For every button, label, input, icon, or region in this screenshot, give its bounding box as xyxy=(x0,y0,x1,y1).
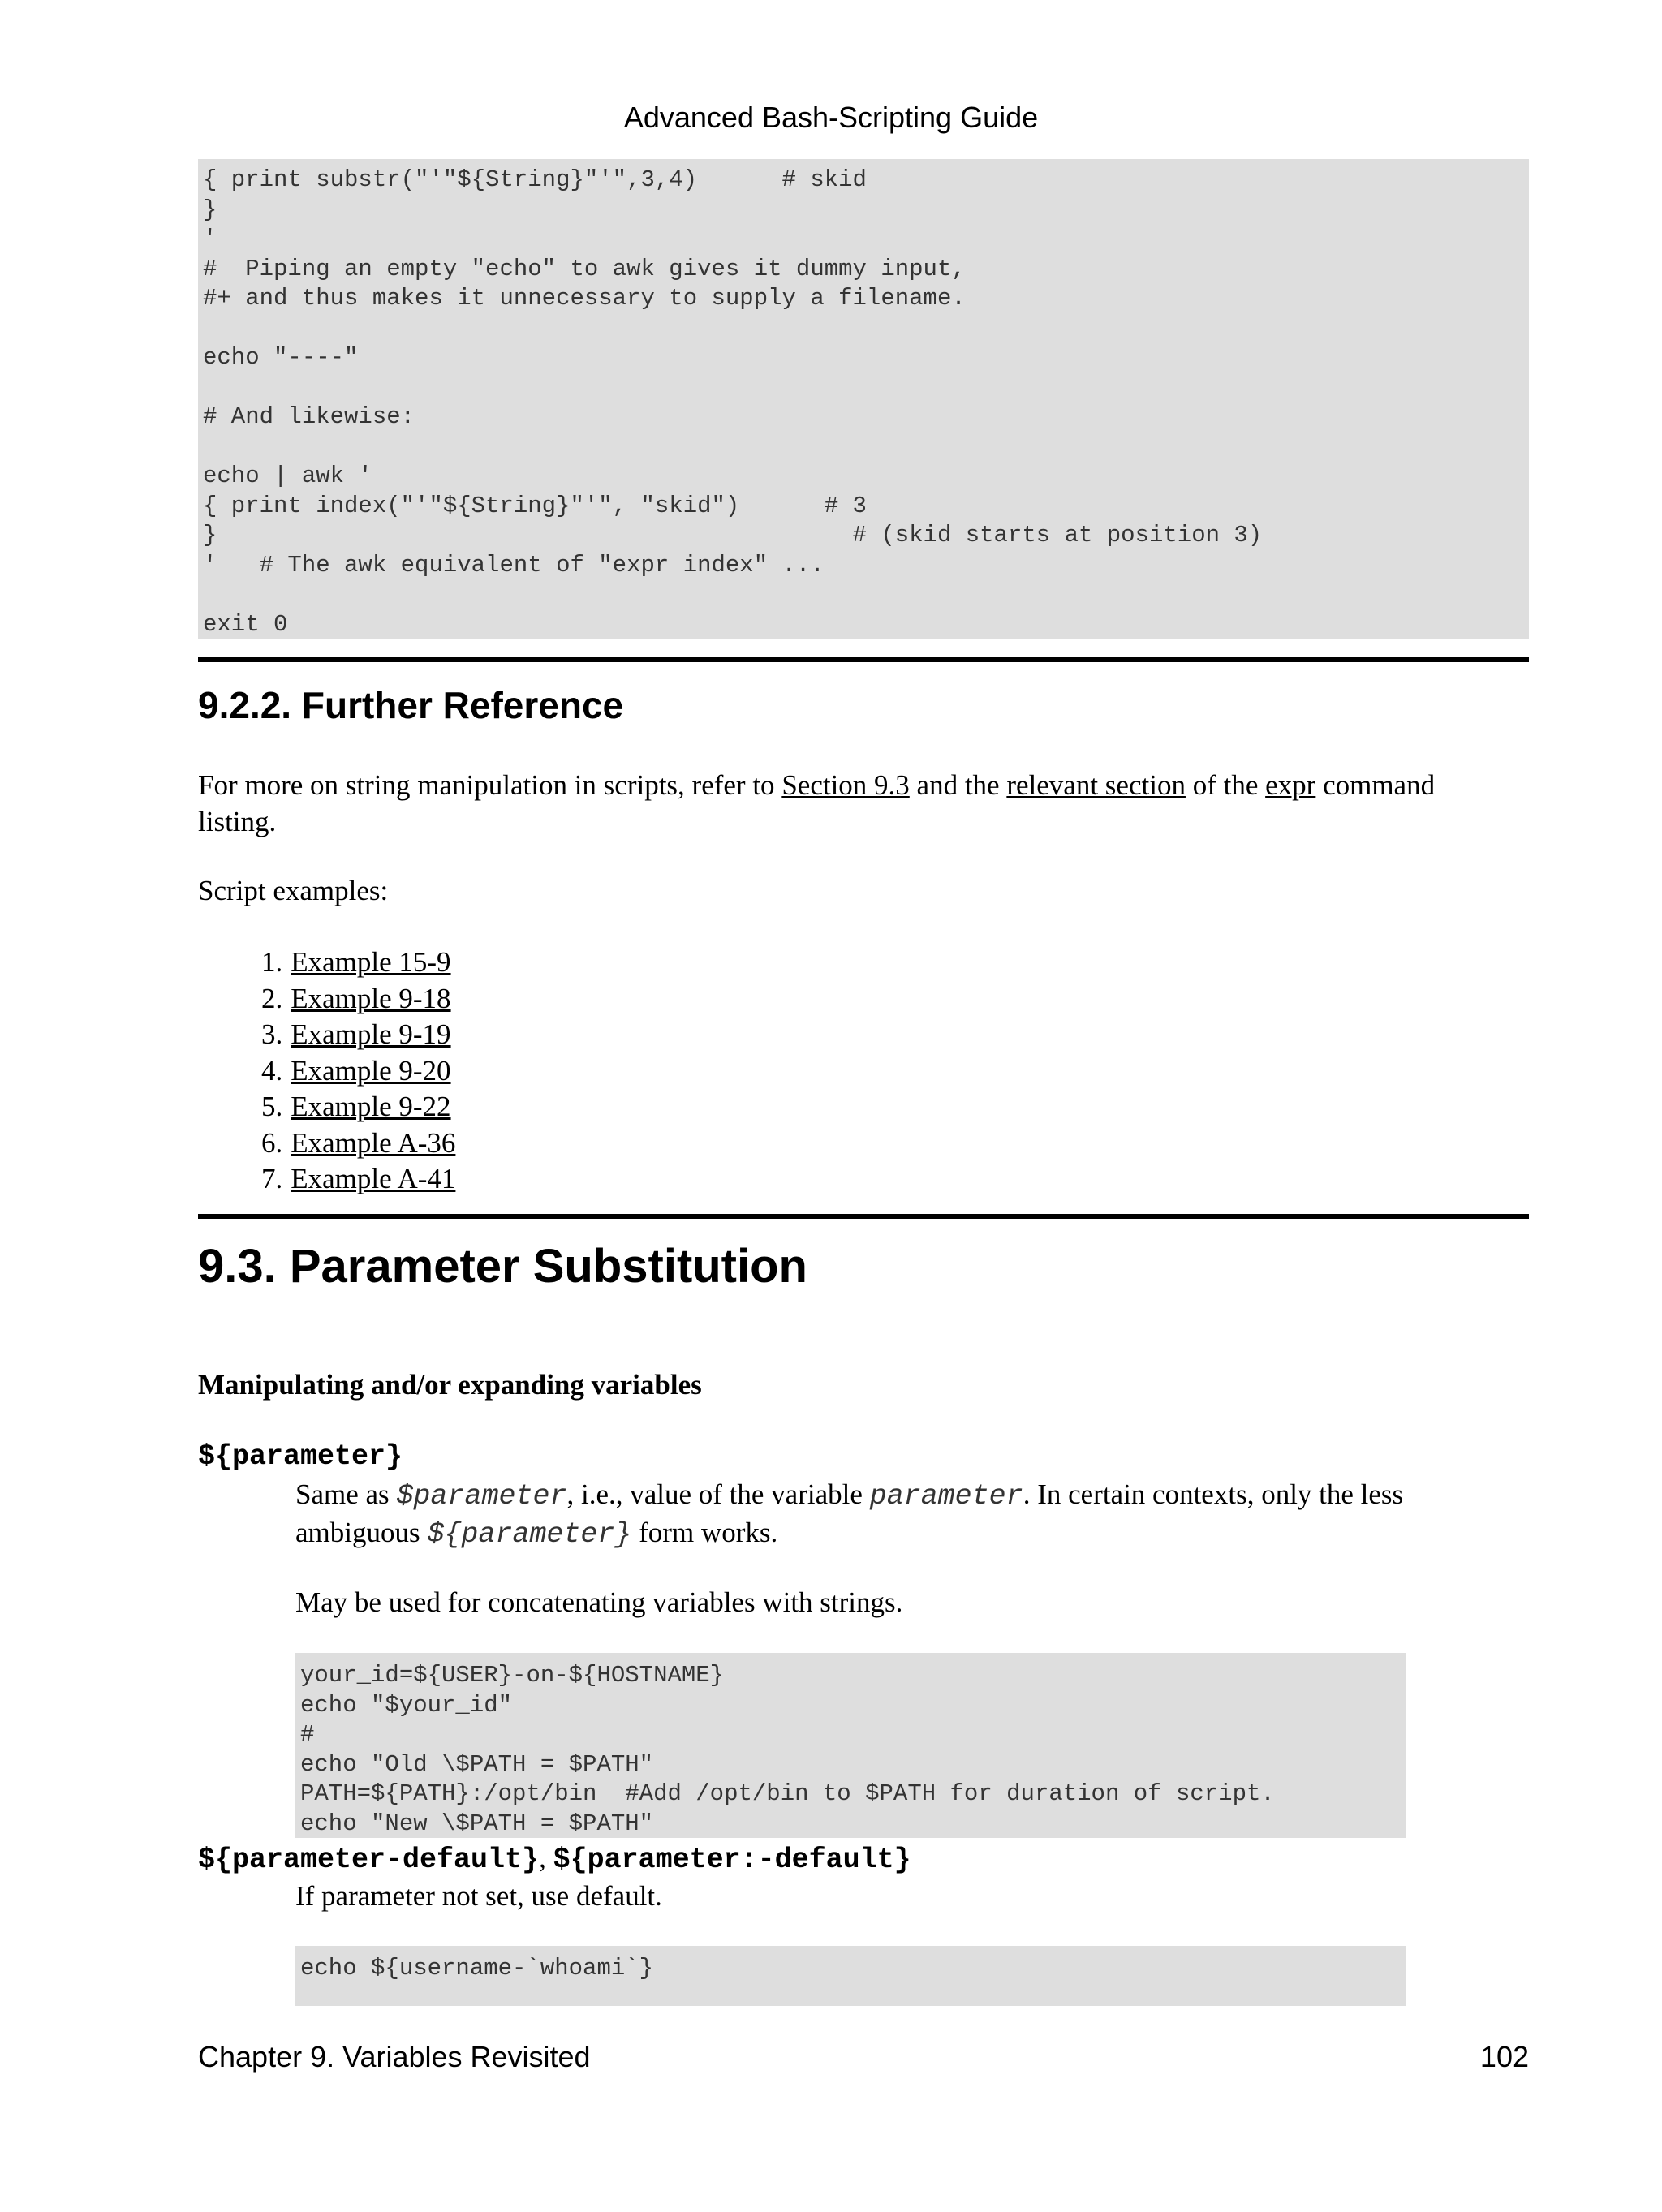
example-link[interactable]: Example 9-19 xyxy=(291,1018,451,1050)
script-example-item xyxy=(261,1161,455,1198)
awk-code-block: { print substr("'"${String}"'",3,4) # skid } ' # Piping an empty "echo" to awk gives it dummy input, #+ and thus makes it unnecessary to supply a filename. echo "----" # And likewise: echo | awk ' { print index("'"${String}"'", "skid") # 3 } # (skid starts at position 3) ' # The awk equivalent of "expr index" ... exit 0 xyxy=(198,159,1529,639)
script-example-item xyxy=(261,981,455,1018)
section-divider xyxy=(198,1214,1529,1219)
term-parameter: ${parameter} xyxy=(198,1440,403,1473)
further-reference-paragraph: For more on string manipulation in scripts, refer to Section 9.3 and the relevant section of the expr command listing. xyxy=(198,769,1436,837)
link-section-9-3[interactable]: Section 9.3 xyxy=(781,769,910,801)
list-number: 6. xyxy=(261,1126,283,1159)
example-link[interactable]: Example 9-20 xyxy=(291,1054,451,1087)
example-link[interactable]: Example 15-9 xyxy=(291,946,451,978)
example-link[interactable]: Example 9-22 xyxy=(291,1091,451,1122)
footer-page-number: 102 xyxy=(1479,2040,1529,2073)
list-number: 7. xyxy=(261,1163,283,1194)
example-link[interactable]: Example A-36 xyxy=(291,1126,456,1159)
script-examples-label: Script examples: xyxy=(198,875,389,906)
running-header: Advanced Bash-Scripting Guide xyxy=(623,101,1039,134)
definition-parameter-default: If parameter not set, use default. xyxy=(295,1880,662,1912)
section-heading-parameter-substitution: 9.3. Parameter Substitution xyxy=(198,1240,807,1293)
example-link[interactable]: Example 9-18 xyxy=(291,982,451,1014)
link-relevant-section[interactable]: relevant section xyxy=(1006,769,1186,801)
section-heading-further-reference: 9.2.2. Further Reference xyxy=(198,684,624,726)
script-example-item xyxy=(261,1053,455,1090)
section-divider xyxy=(198,657,1529,662)
script-example-item xyxy=(261,1017,455,1053)
concatenation-code-block: your_id=${USER}-on-${HOSTNAME} echo "$your_id" # echo "Old \$PATH = $PATH" PATH=${PATH}:/opt/bin #Add /opt/bin to $PATH for duration of script. echo "New \$PATH = $PATH" xyxy=(295,1653,1406,1838)
example-link[interactable]: Example A-41 xyxy=(291,1163,456,1194)
link-expr[interactable]: expr xyxy=(1265,769,1316,801)
footer-chapter: Chapter 9. Variables Revisited xyxy=(198,2040,591,2073)
script-example-item xyxy=(261,1125,455,1162)
subheading-manipulating-variables: Manipulating and/or expanding variables xyxy=(198,1369,702,1401)
default-code-block: echo ${username-`whoami`} xyxy=(295,1946,1406,2006)
list-number: 3. xyxy=(261,1018,283,1050)
definition-parameter-note: May be used for concatenating variables with strings. xyxy=(295,1586,903,1618)
list-number: 1. xyxy=(261,946,283,978)
script-example-item xyxy=(261,945,455,981)
list-number: 2. xyxy=(261,982,283,1014)
list-number: 4. xyxy=(261,1054,283,1087)
list-number: 5. xyxy=(261,1091,283,1122)
script-examples-list xyxy=(261,945,455,1198)
term-parameter-default: ${parameter-default}, ${parameter:-default} xyxy=(198,1842,911,1876)
script-example-item xyxy=(261,1089,455,1125)
definition-parameter: Same as $parameter, i.e., value of the variable parameter. In certain contexts, only the less ambiguous ${parameter} form works. xyxy=(295,1478,1404,1551)
